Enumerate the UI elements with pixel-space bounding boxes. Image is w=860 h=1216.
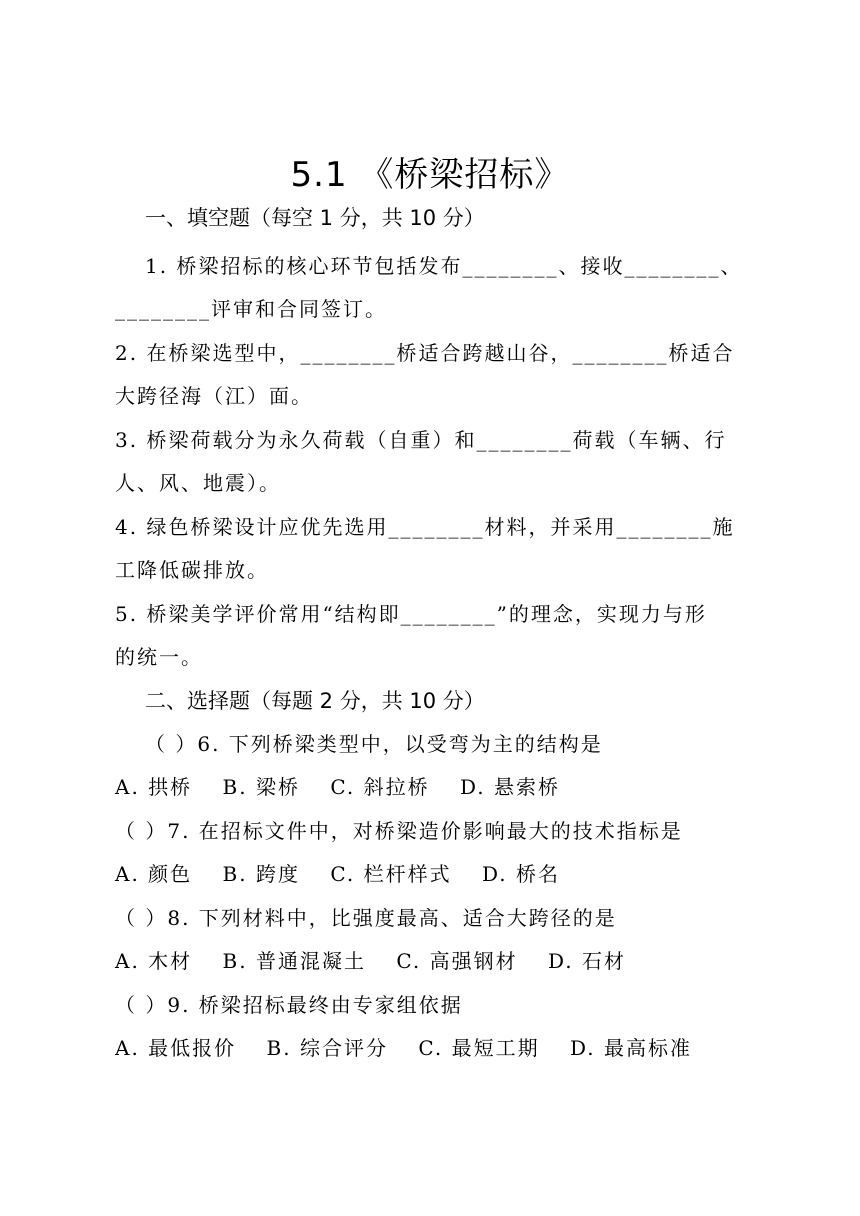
option-a: A. 最低报价 xyxy=(115,1036,237,1060)
option-c: C. 高强钢材 xyxy=(396,949,518,973)
option-b: B. 跨度 xyxy=(222,862,300,886)
section-heading-multiple-choice: 二、选择题（每题 2 分，共 10 分） xyxy=(145,689,485,713)
question-stem: （ ）6. 下列桥梁类型中，以受弯为主的结构是 xyxy=(145,732,603,756)
question-line: 大跨径海（江）面。 xyxy=(115,384,313,408)
option-a: A. 拱桥 xyxy=(115,775,193,799)
question-line: 5. 桥梁美学评价常用“结构即________”的理念，实现力与形 xyxy=(115,602,707,626)
question-line: 4. 绿色桥梁设计应优先选用________材料，并采用________施 xyxy=(115,515,735,539)
option-b: B. 梁桥 xyxy=(222,775,300,799)
options-row xyxy=(115,770,582,804)
question-stem: （ ）7. 在招标文件中，对桥梁造价影响最大的技术指标是 xyxy=(115,819,683,843)
question-line: ________评审和合同签订。 xyxy=(115,297,387,321)
option-b: B. 普通混凝土 xyxy=(222,949,366,973)
question-line: 1. 桥梁招标的核心环节包括发布________、接收________、 xyxy=(145,254,743,278)
option-c: C. 斜拉桥 xyxy=(330,775,430,799)
section-heading-fill-blank: 一、填空题（每空 1 分，共 10 分） xyxy=(145,206,485,230)
option-a: A. 颜色 xyxy=(115,862,193,886)
option-d: D. 桥名 xyxy=(481,862,561,886)
option-a: A. 木材 xyxy=(115,949,193,973)
option-d: D. 石材 xyxy=(547,949,627,973)
option-b: B. 综合评分 xyxy=(266,1036,388,1060)
page-title: 5.1 《桥梁招标》 xyxy=(290,155,570,195)
question-line: 人、风、地震）。 xyxy=(115,471,281,495)
question-line: 3. 桥梁荷载分为永久荷载（自重）和________荷载（车辆、行 xyxy=(115,428,727,452)
option-c: C. 栏杆样式 xyxy=(330,862,452,886)
options-row xyxy=(115,944,648,978)
question-stem: （ ）8. 下列材料中，比强度最高、适合大跨径的是 xyxy=(115,906,617,930)
question-line: 工降低碳排放。 xyxy=(115,558,269,582)
option-d: D. 最高标准 xyxy=(569,1036,693,1060)
option-d: D. 悬索桥 xyxy=(459,775,561,799)
options-row xyxy=(115,1031,714,1065)
question-line: 的统一。 xyxy=(115,645,203,669)
options-row xyxy=(115,857,582,891)
question-line: 2. 在桥梁选型中，________桥适合跨越山谷，________桥适合 xyxy=(115,341,735,365)
question-stem: （ ）9. 桥梁招标最终由专家组依据 xyxy=(115,993,463,1017)
option-c: C. 最短工期 xyxy=(418,1036,540,1060)
